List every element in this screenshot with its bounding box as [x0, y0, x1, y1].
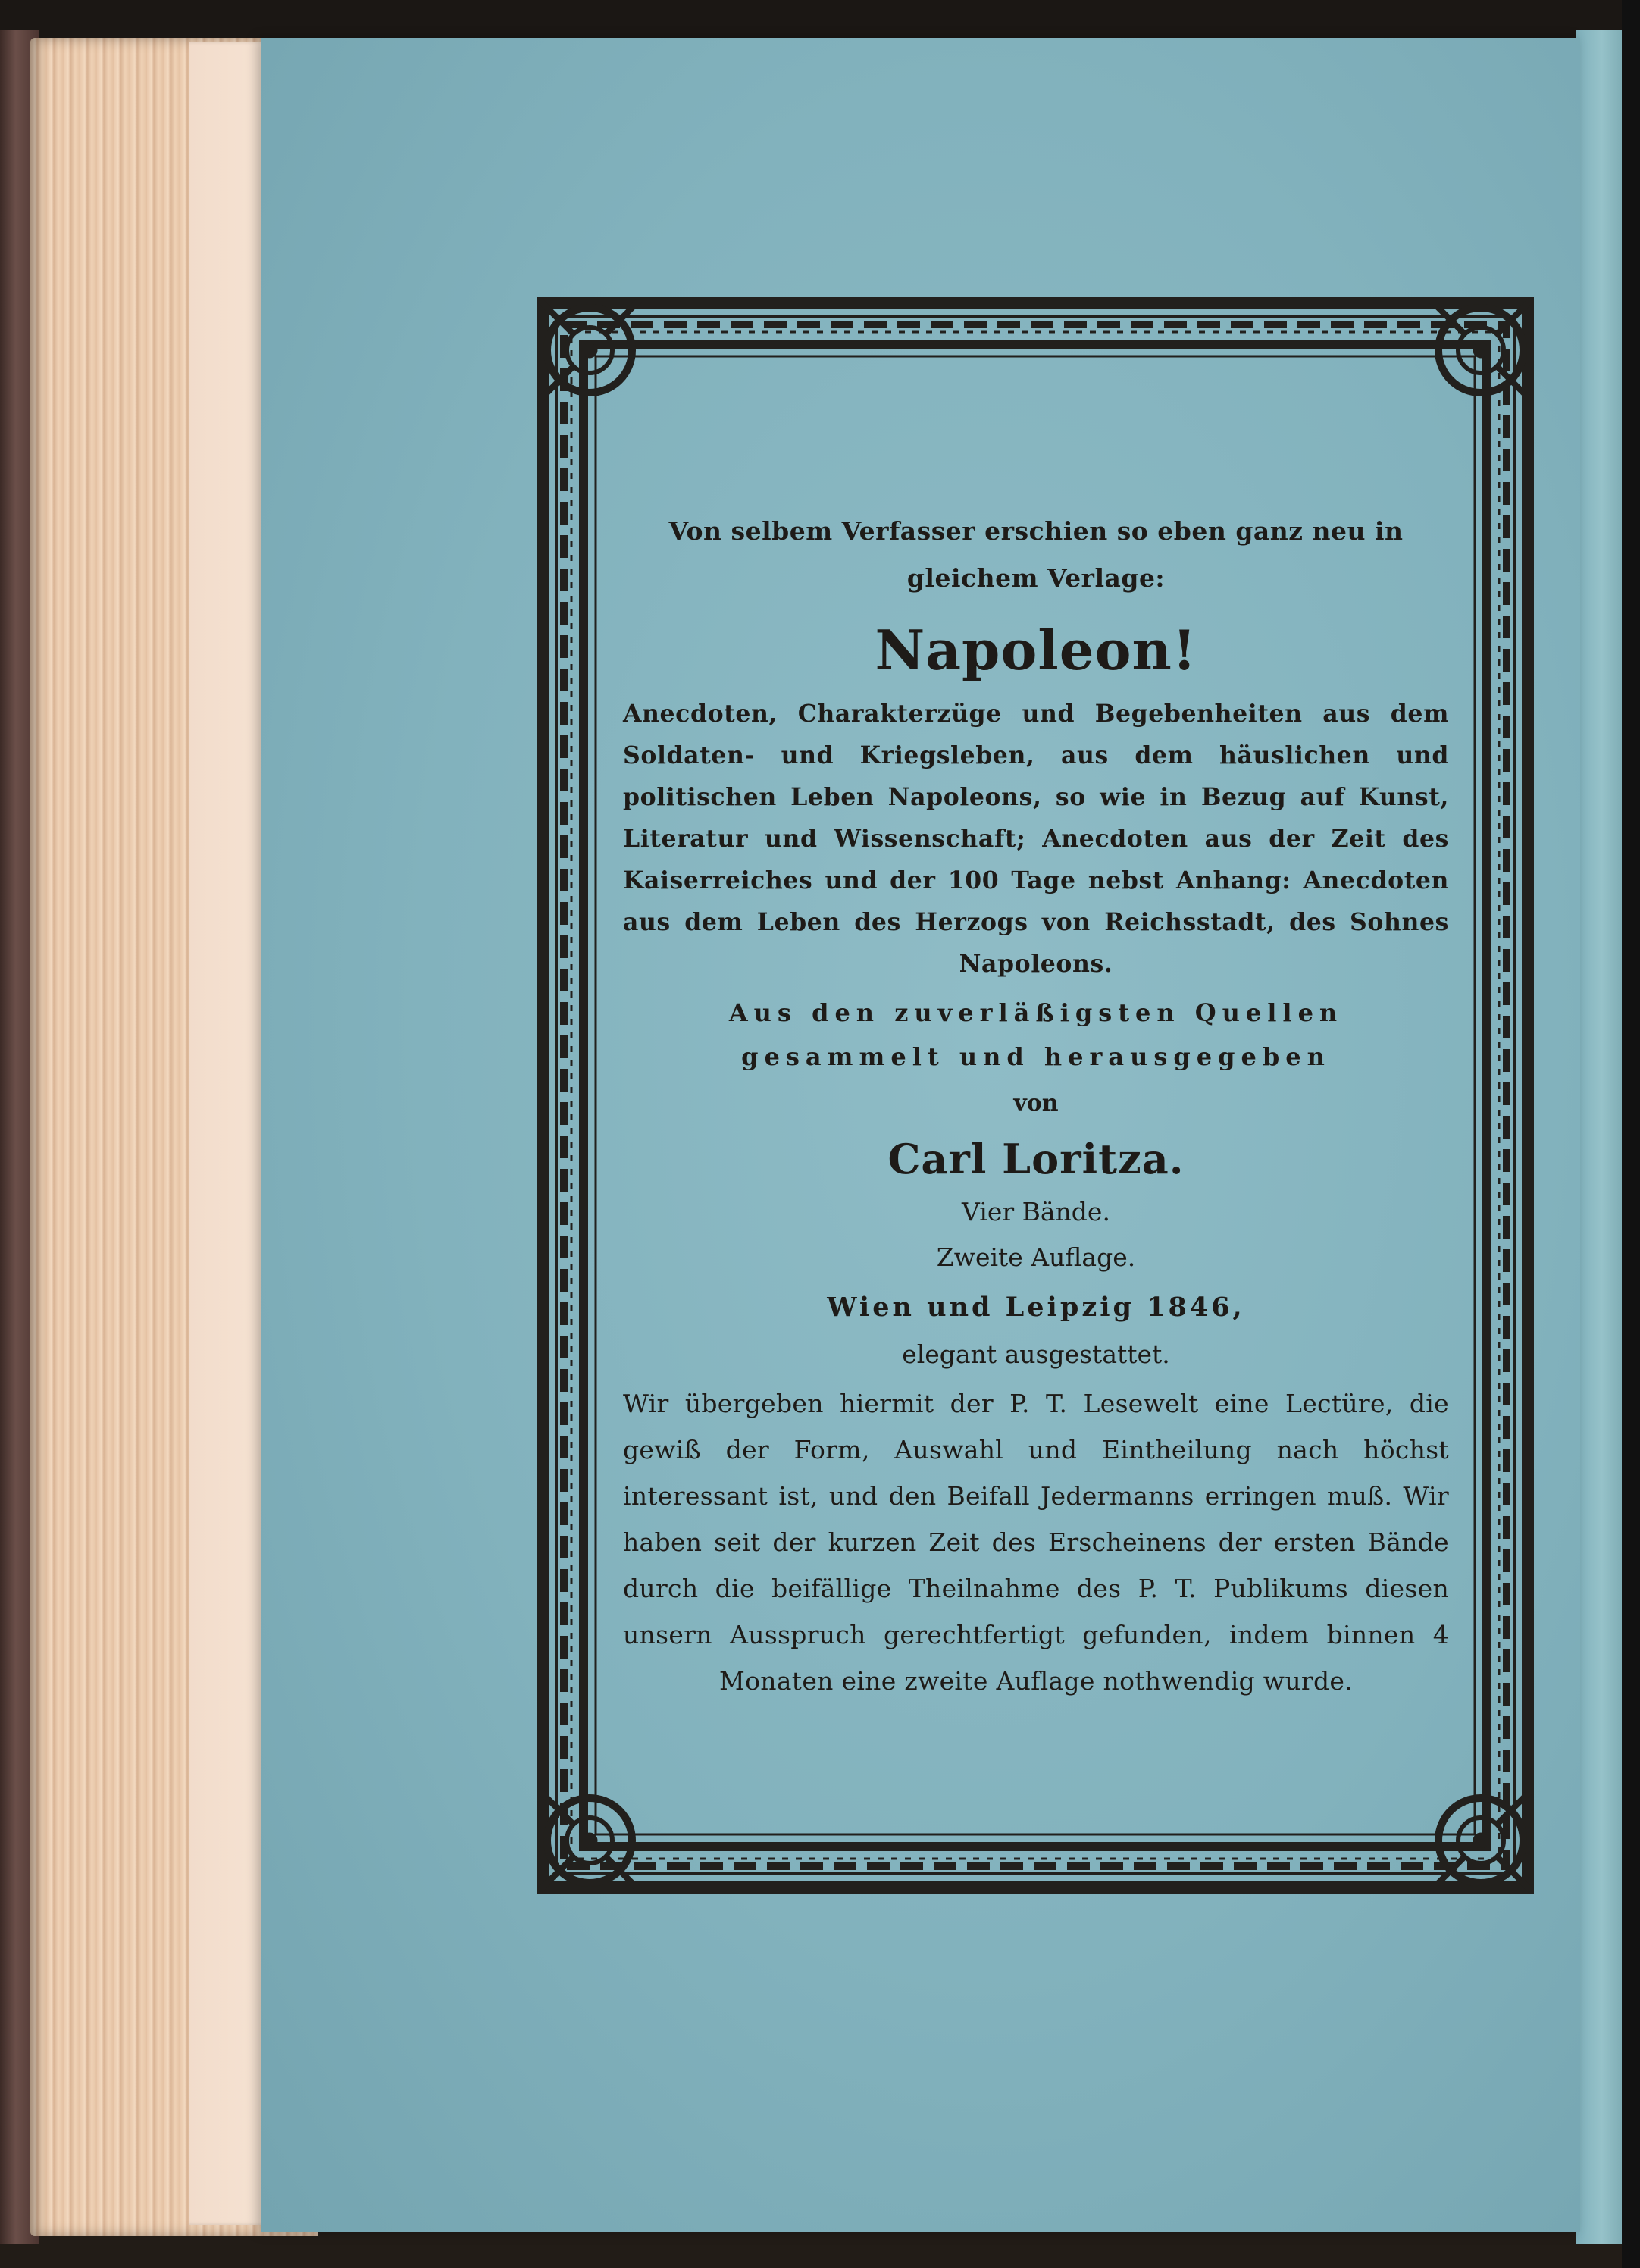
book-description: Anecdoten, Charakterzüge und Begebenheiten aus dem Soldaten- und Kriegsleben, aus dem häuslichen und politischen Leben Napoleons, so wie in Bezug auf Kunst, Literatur und Wissenschaft; Anecdoten aus der Zeit des Kaiserreiches und der 100 Tage nebst Anhang: Anecdoten aus dem Leben des Herzogs von Reichsstadt, des Sohnes Napoleons.	[623, 700, 1449, 978]
advertisement-text	[623, 508, 1449, 1704]
place-year: Wien und Leipzig 1846,	[827, 1292, 1245, 1323]
by-line: von	[1013, 1090, 1059, 1117]
compiled-note: Aus den zuverläßigsten Quellen gesammelt und herausgegeben	[728, 998, 1344, 1071]
book-title: Napoleon!	[875, 618, 1197, 682]
edition: Zweite Auflage.	[936, 1242, 1136, 1272]
publisher-statement: Wir übergeben hiermit der P. T. Lesewelt eine Lectüre, die gewiß der Form, Auswahl und Eintheilung nach höchst interessant ist, und den Beifall Jedermanns erringen muß. Wir haben seit der kurzen Zeit des Erscheinens der ersten Bände durch die beifällige Theilnahme des P. T. Publikums diesen unsern Ausspruch gerechtfertigt gefunden, indem binnen 4 Monaten eine zweite Auflage nothwendig wurde.	[623, 1389, 1449, 1696]
volumes: Vier Bände.	[962, 1197, 1110, 1226]
right-shadow	[1622, 0, 1640, 2268]
intro-line: Von selbem Verfasser erschien so eben ganz neu in gleichem Verlage:	[668, 516, 1404, 593]
binding-note: elegant ausgestattet.	[902, 1339, 1170, 1369]
author-name: Carl Loritza.	[887, 1135, 1185, 1183]
